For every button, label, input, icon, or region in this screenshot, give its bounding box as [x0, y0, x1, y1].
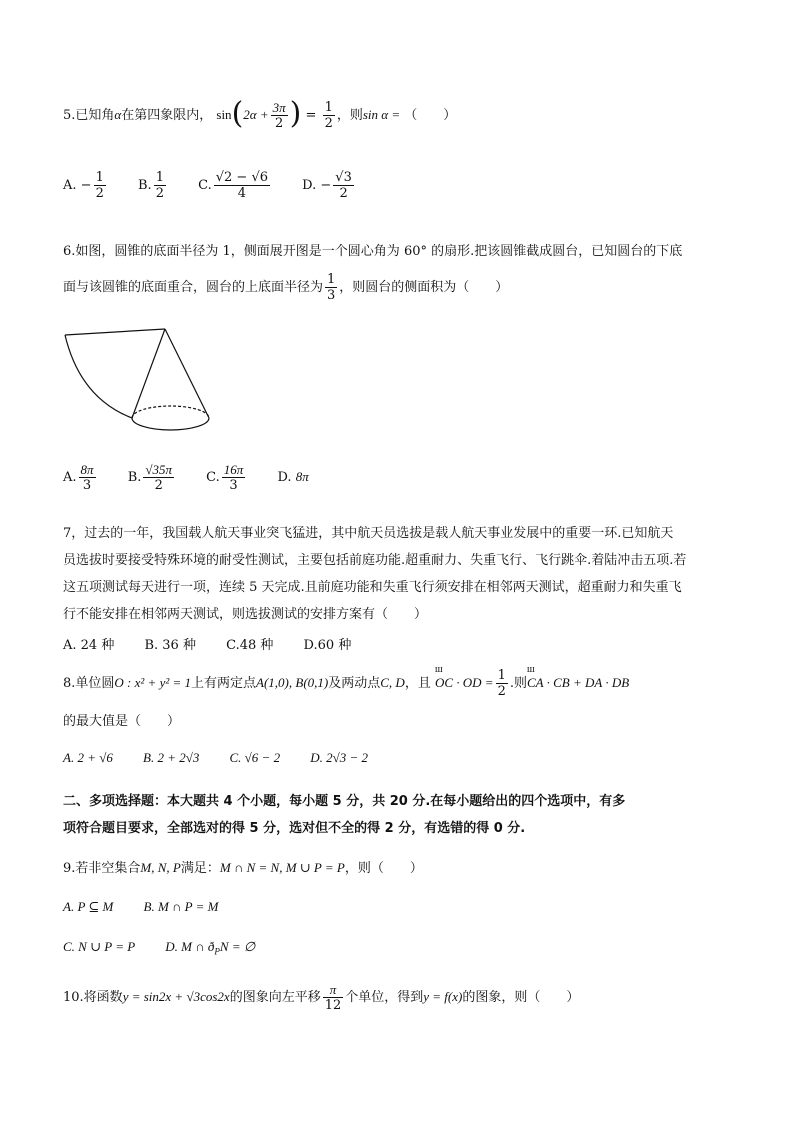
q8-option-a[interactable]: A. 2 + √6: [63, 750, 113, 765]
q8-cd: C, D: [380, 675, 405, 690]
q8-option-b[interactable]: B. 2 + 2√3: [143, 750, 200, 765]
cone-right-slant: [165, 329, 209, 418]
q6-option-a[interactable]: A. $\frac{8\pi}{3}$: [63, 462, 94, 493]
q8-expression: ш CA · CB + DA · DB: [527, 675, 629, 691]
cone-left-slant: [132, 329, 165, 418]
q7-line-3: 这五项测试每天进行一项，连续 5 天完成.且前庭功能和失重飞行须安排在相邻两天测试，超重耐力和失重飞: [63, 580, 682, 595]
q5-stem-text-2: 在第四象限内，: [121, 108, 213, 123]
cone-figure: [62, 326, 216, 438]
q7-line-2: 员选拔时要接受特殊环境的耐受性测试，主要包括前庭功能.超重耐力、失重飞行、飞行跳伞.着陆冲击五项.若: [63, 553, 687, 568]
q5-sin-alpha: sin α =: [362, 107, 401, 122]
q6-options: [63, 462, 335, 493]
q9-condition: M ∩ N = N, M ∪ P = P: [219, 860, 345, 875]
q5-equals: =: [305, 108, 317, 123]
q10-stem: 10.将函数y = sin2x + √3cos2x的图象向左平移 $\frac{\pi}{12}$ 个单位，得到y = f(x)的图象，则（ ）: [63, 982, 580, 1013]
q9-options-row-1: [63, 899, 244, 915]
q5-arg: 2α +: [243, 107, 269, 122]
q8-option-d[interactable]: D. 2√3 − 2: [310, 750, 369, 765]
sector-arc: [65, 335, 132, 418]
q5-rparen: ): [289, 96, 302, 131]
q6-option-c[interactable]: C. $\frac{16\pi}{3}$: [206, 462, 244, 493]
q5-option-c[interactable]: C. $\frac{√2 - √6}{4}$: [198, 170, 269, 201]
q5-stem: [63, 98, 456, 133]
q5-option-a[interactable]: A. − $\frac{1}{2}$: [63, 170, 104, 201]
q6-frac-1-3: $\frac{1}{3}$: [327, 272, 336, 303]
q5-stem-text: 5.已知角: [63, 108, 115, 123]
q5-sin: sin: [216, 107, 232, 122]
q10-function: y = sin2x + √3cos2x: [122, 989, 230, 1004]
q5-option-b[interactable]: B. $\frac{1}{2}$: [138, 170, 164, 201]
q5-options: [63, 170, 382, 201]
q8-options: [63, 750, 394, 766]
q5-option-d[interactable]: D. − $\frac{√3}{2}$: [302, 170, 352, 201]
q9-option-a[interactable]: A. P ⊆ M: [63, 899, 114, 914]
q8-stem: 8.单位圆O : x² + y² = 1上有两定点A(1,0), B(0,1)及两动点C, D，且 ш OC · OD = $\frac{1}{2}$ .则ш CA · CB + DA · DB: [63, 668, 629, 699]
q9-stem: 9.若非空集合M, N, P满足：M ∩ N = N, M ∪ P = P，则（ ）: [63, 860, 423, 876]
q6-line-1: 6.如图，圆锥的底面半径为 1，侧面展开图是一个圆心角为 60° 的扇形.把该圆锥截成圆台，已知圆台的下底: [63, 244, 683, 259]
sector-top-edge: [65, 329, 165, 335]
q9-option-c[interactable]: C. N ∪ P = P: [63, 939, 136, 954]
q8-dot-product: ш OC · OD =: [435, 675, 494, 691]
q9-option-b[interactable]: B. M ∩ P = M: [143, 899, 219, 914]
cone-base-front: [132, 418, 209, 430]
q9-option-d[interactable]: D. M ∩ $ð_PN$ = ∅: [165, 939, 256, 957]
q8-circle: O : x² + y² = 1: [114, 675, 192, 690]
q7-option-b[interactable]: B. 36 种: [144, 638, 196, 653]
q6-option-d[interactable]: D. 8π: [277, 469, 309, 485]
q5-frac-1-2: $\frac{1}{2}$: [324, 100, 333, 131]
q7-line-4: 行不能安排在相邻两天测试，则选拔测试的安排方案有（ ）: [63, 607, 428, 622]
q10-function-2: y = f(x): [423, 989, 463, 1004]
q7-line-1: 7，过去的一年，我国载人航天事业突飞猛进，其中航天员选拔是载人航天事业发展中的重要一环.已知航天: [63, 526, 674, 541]
q9-options-row-2: [63, 939, 281, 957]
section-2-heading-line-1: 二、多项选择题：本大题共 4 个小题，每小题 5 分，共 20 分.在每小题给出的四个选项中，有多: [63, 794, 626, 809]
q5-alpha: α: [114, 107, 122, 122]
q6-line-2: 面与该圆锥的底面重合，圆台的上底面半径为 $\frac{1}{3}$ ，则圆台的侧面积为（ ）: [63, 272, 509, 303]
q5-lparen: (: [231, 96, 244, 131]
q8-points: A(1,0), B(0,1): [256, 675, 329, 690]
q6-option-b[interactable]: B. $\frac{√35\pi}{2}$: [127, 462, 173, 493]
q7-option-c[interactable]: C.48 种: [226, 638, 274, 653]
q7-option-d[interactable]: D.60 种: [303, 638, 352, 653]
q5-stem-text-3: ，则: [336, 108, 363, 123]
q5-paren: （ ）: [404, 108, 457, 123]
q10-frac-pi-12: $\frac{\pi}{12}$: [324, 982, 342, 1013]
cone-base-back: [132, 406, 209, 418]
q5-frac-3pi-2: $\frac{3\pi}{2}$: [272, 100, 286, 131]
q7-options: [63, 634, 377, 653]
q7-option-a[interactable]: A. 24 种: [63, 638, 115, 653]
q8-frac-1-2: $\frac{1}{2}$: [497, 668, 506, 699]
q8-option-c[interactable]: C. √6 − 2: [229, 750, 281, 765]
q8-line-2: 的最大值是（ ）: [63, 714, 181, 729]
section-2-heading-line-2: 项符合题目要求，全部选对的得 5 分，选对但不全的得 2 分，有选错的得 0 分.: [63, 821, 526, 836]
q9-sets: M, N, P: [140, 860, 181, 875]
